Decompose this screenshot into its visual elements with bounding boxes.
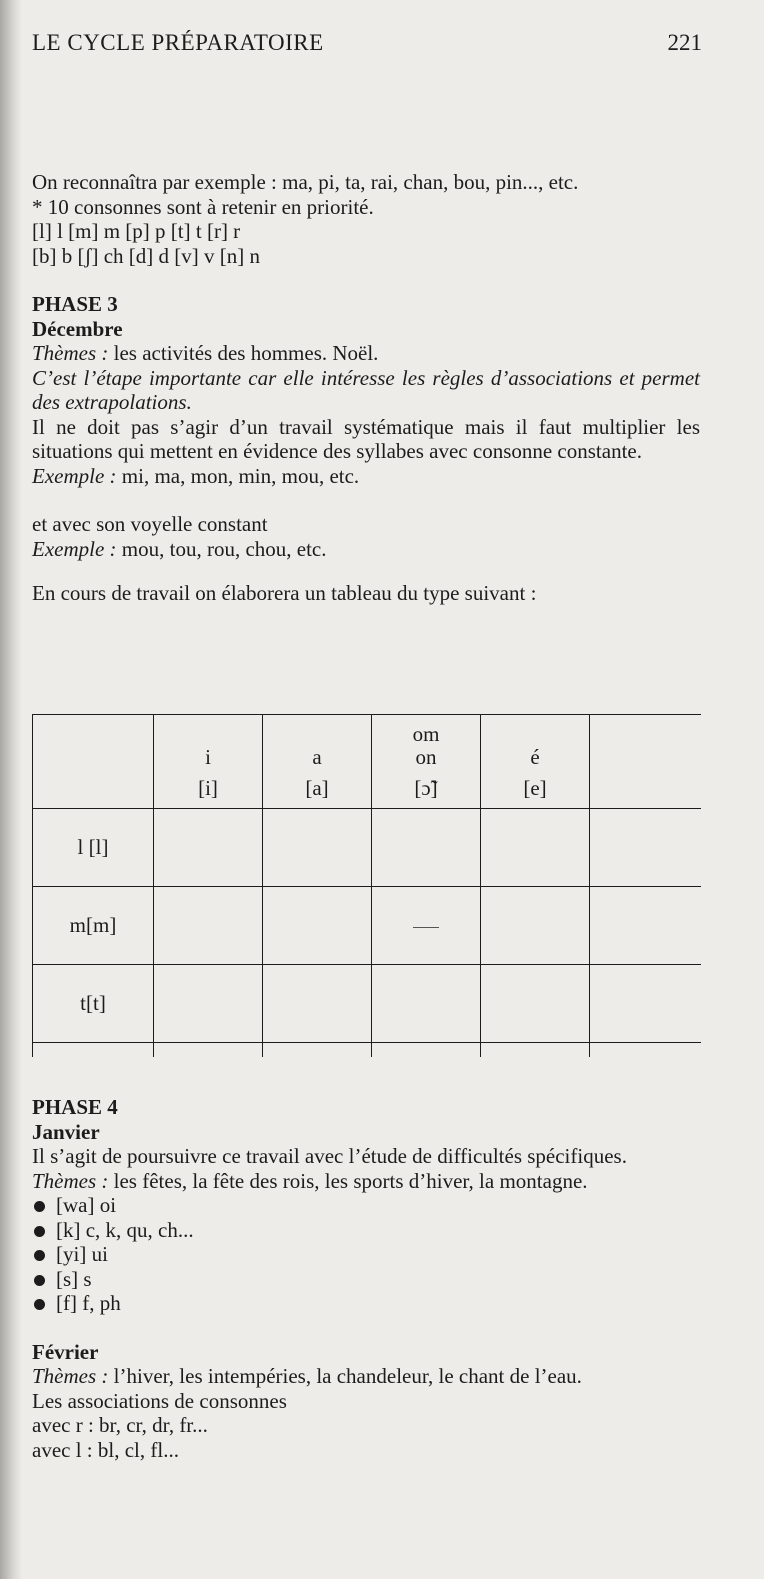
column-letter: a (312, 745, 322, 769)
row-header: t[t] (33, 965, 154, 1043)
phase4-month: Janvier (32, 1119, 100, 1144)
list-item: [s] s (32, 1267, 700, 1292)
table-row (33, 965, 701, 1043)
lower-text-block (32, 1095, 700, 1462)
themes-text: l’hiver, les intempéries, la chandeleur, le chant de l’eau. (108, 1364, 582, 1388)
consonants-line-2: [b] b [ʃ] ch [d] d [v] v [n] n (32, 243, 260, 268)
column-phoneme: [a] (305, 776, 329, 800)
associations-line: Les associations de consonnes (32, 1388, 287, 1413)
themes-text: les activités des hommes. Noël. (108, 341, 379, 365)
chapter-title: LE CYCLE PRÉPARATOIRE (32, 30, 324, 55)
bullet-icon (34, 1275, 45, 1286)
column-letter: on (415, 745, 437, 769)
column-phoneme: [ɔ̃] (414, 776, 438, 800)
table-row (33, 809, 701, 887)
themes-label: Thèmes : (32, 1364, 109, 1388)
syllable-table (32, 714, 701, 1057)
bullet-icon (34, 1201, 45, 1212)
dash-mark (372, 887, 481, 965)
row-header: m[m] (33, 887, 154, 965)
column-letter: i (205, 745, 211, 769)
associations-r: avec r : br, cr, dr, fr... (32, 1413, 208, 1437)
corner-cell (33, 715, 154, 809)
running-header (32, 30, 702, 60)
open-column (590, 715, 701, 809)
difficulty-list (32, 1193, 700, 1316)
list-item: [k] c, k, qu, ch... (32, 1218, 700, 1243)
consonants-line-1: [l] l [m] m [p] p [t] t [r] r (32, 219, 241, 243)
phase3-example-1 (32, 464, 700, 489)
example-label: Exemple : (32, 536, 117, 561)
fevrier-themes (32, 1364, 700, 1389)
list-item: [f] f, ph (32, 1291, 700, 1316)
bullet-icon (34, 1299, 45, 1310)
recognize-paragraph: On reconnaîtra par exemple : ma, pi, ta, rai, chan, bou, pin..., etc. (32, 170, 579, 194)
dash-mark-line (413, 927, 439, 928)
themes-label: Thèmes : (32, 341, 109, 365)
page-edge-shadow (0, 0, 22, 1579)
phase3-important: C’est l’étape importante car elle intéresse les règles d’associations et permet des extrapolations. (32, 365, 700, 414)
table-continuation (33, 1043, 701, 1058)
vowel-line: et avec son voyelle constant (32, 512, 268, 536)
consonants-note: * 10 consonnes sont à retenir en priorité. (32, 194, 374, 219)
row-header: l [l] (33, 809, 154, 887)
themes-text: les fêtes, la fête des rois, les sports d’hiver, la montagne. (108, 1168, 588, 1193)
table-intro: En cours de travail on élaborera un tableau du type suivant : (32, 581, 537, 605)
table-row (33, 887, 701, 965)
phase4-heading: PHASE 4 (32, 1095, 118, 1119)
column-header: om on [ɔ̃] (372, 715, 481, 809)
column-phoneme: [i] (198, 776, 218, 800)
list-item: [yi] ui (32, 1242, 700, 1267)
bullet-icon (34, 1250, 45, 1261)
phase4-themes (32, 1169, 700, 1194)
column-header (263, 715, 372, 809)
fevrier-month: Février (32, 1339, 99, 1364)
phase3-themes (32, 341, 700, 366)
phase3-example-2 (32, 537, 700, 562)
themes-label: Thèmes : (32, 1168, 109, 1193)
column-header (154, 715, 263, 809)
example-text: mou, tou, rou, chou, etc. (116, 536, 327, 561)
phase3-heading: PHASE 3 (32, 292, 118, 316)
associations-l: avec l : bl, cl, fl... (32, 1437, 179, 1462)
phase3-month: Décembre (32, 316, 123, 341)
page-number: 221 (667, 30, 702, 55)
table-header-row (33, 715, 701, 809)
phase4-paragraph: Il s’agit de poursuivre ce travail avec l’étude de difficultés spécifiques. (32, 1144, 627, 1168)
column-letter: é (530, 745, 540, 769)
phase3-paragraph: Il ne doit pas s’agir d’un travail systématique mais il faut multiplier les situations qui mettent en évidence des syllabes avec consonne constante. (32, 414, 700, 463)
example-label: Exemple : (32, 463, 117, 488)
bullet-icon (34, 1226, 45, 1237)
list-item: [wa] oi (32, 1193, 700, 1218)
example-text: mi, ma, mon, min, mou, etc. (116, 463, 360, 488)
column-phoneme: [e] (523, 776, 547, 800)
column-header (481, 715, 590, 809)
upper-text-block (32, 170, 700, 606)
